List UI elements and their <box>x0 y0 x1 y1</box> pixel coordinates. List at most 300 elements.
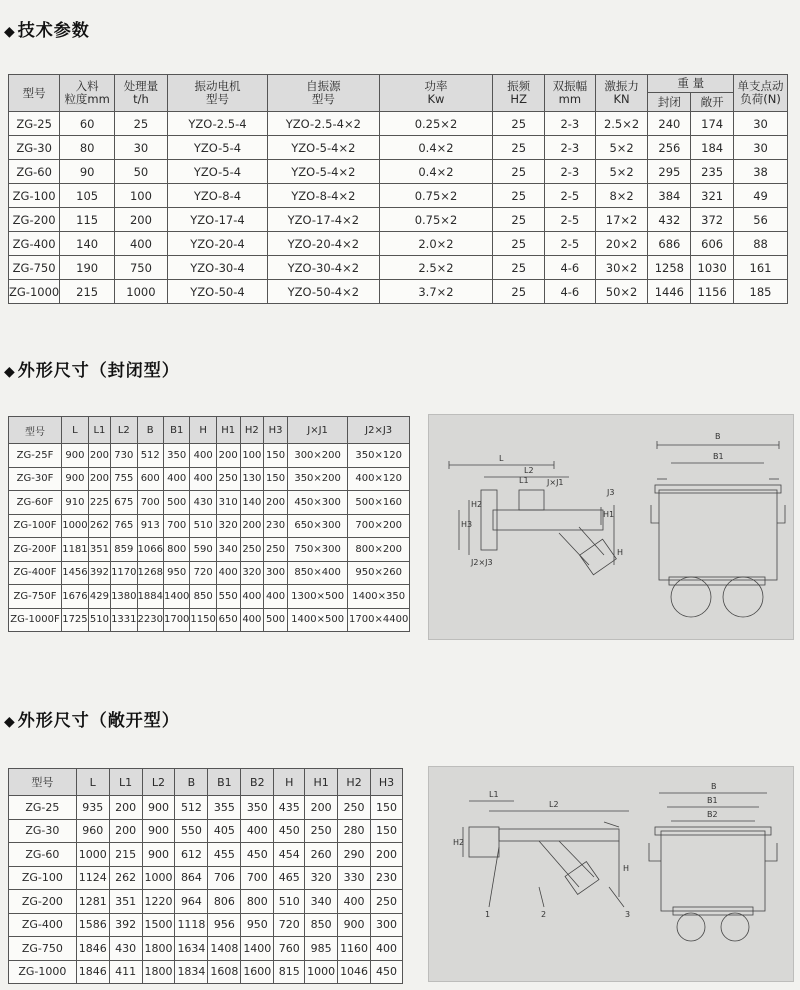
table-cell: 405 <box>208 819 241 843</box>
table-cell: 115 <box>60 208 115 232</box>
table-cell: 200 <box>115 208 168 232</box>
table-cell: 432 <box>648 208 691 232</box>
table-cell: 130 <box>240 467 264 491</box>
open-type-drawing <box>428 766 794 982</box>
table-cell: 950 <box>241 913 274 937</box>
model-cell: ZG-1000 <box>9 960 77 984</box>
table-cell: 300 <box>264 561 288 585</box>
column-header: J×J1 <box>287 417 348 444</box>
table-cell: 800 <box>241 890 274 914</box>
table-cell: 1634 <box>175 937 208 961</box>
dim-label-L2: L2 <box>549 800 559 809</box>
table-cell: 800 <box>163 538 189 562</box>
table-cell: 250 <box>305 819 338 843</box>
column-header: L <box>76 769 109 796</box>
table-cell: 806 <box>208 890 241 914</box>
table-cell: 1400 <box>241 937 274 961</box>
column-header: 型号 <box>9 769 77 796</box>
model-cell: ZG-400 <box>9 913 77 937</box>
table-cell: 262 <box>88 514 110 538</box>
table-cell: 184 <box>691 136 734 160</box>
table-cell: 174 <box>691 112 734 136</box>
table-cell: 2230 <box>137 608 163 632</box>
table-cell: 400 <box>371 937 403 961</box>
diamond-bullet-icon: ◆ <box>4 24 16 40</box>
table-cell: 2-3 <box>544 160 595 184</box>
table-cell: 392 <box>109 913 142 937</box>
dim-label-B1: B1 <box>713 452 724 461</box>
table-cell: YZO-5-4 <box>167 136 267 160</box>
table-cell: 355 <box>208 796 241 820</box>
column-header: L <box>62 417 89 444</box>
model-cell: ZG-200 <box>9 890 77 914</box>
table-cell: 350 <box>163 444 189 468</box>
table-cell: 0.75×2 <box>379 184 493 208</box>
table-cell: 2-5 <box>544 208 595 232</box>
model-cell: ZG-400 <box>9 232 60 256</box>
table-cell: 200 <box>240 514 264 538</box>
header-weight-closed: 封闭 <box>648 93 691 112</box>
table-cell: 700 <box>241 866 274 890</box>
tech-params-table <box>8 74 788 304</box>
table-cell: 1030 <box>691 256 734 280</box>
model-cell: ZG-200 <box>9 208 60 232</box>
table-cell: 400 <box>338 890 371 914</box>
table-row <box>9 538 410 562</box>
table-cell: 859 <box>111 538 137 562</box>
table-cell: 320 <box>305 866 338 890</box>
header-force: 激振力 KN <box>595 75 648 112</box>
table-cell: 150 <box>264 444 288 468</box>
table-cell: 320 <box>240 561 264 585</box>
table-cell: 8×2 <box>595 184 648 208</box>
table-cell: 550 <box>175 819 208 843</box>
model-cell: ZG-25F <box>9 444 62 468</box>
table-cell: 650×300 <box>287 514 348 538</box>
table-cell: 1000 <box>305 960 338 984</box>
dim-label-J3: J3 <box>607 488 615 497</box>
table-cell: 435 <box>274 796 305 820</box>
table-cell: 1800 <box>142 960 175 984</box>
table-cell: 351 <box>88 538 110 562</box>
table-cell: YZO-8-4 <box>167 184 267 208</box>
table-row <box>9 256 788 280</box>
table-cell: 1118 <box>175 913 208 937</box>
model-cell: ZG-1000 <box>9 280 60 304</box>
model-cell: ZG-750F <box>9 585 62 609</box>
table-row <box>9 160 788 184</box>
table-cell: 1586 <box>76 913 109 937</box>
diamond-bullet-icon: ◆ <box>4 364 16 380</box>
dim-label-JxJ1: J×J1 <box>547 478 564 487</box>
table-cell: 612 <box>175 843 208 867</box>
table-row <box>9 444 410 468</box>
table-cell: 2.5×2 <box>379 256 493 280</box>
table-cell: 225 <box>88 491 110 515</box>
table-cell: 400×120 <box>348 467 410 491</box>
table-cell: 240 <box>648 112 691 136</box>
header-frequency: 振频 HZ <box>493 75 545 112</box>
table-cell: 310 <box>216 491 240 515</box>
table-cell: 38 <box>734 160 788 184</box>
table-cell: 1300×500 <box>287 585 348 609</box>
dim-label-H2: H2 <box>471 500 483 509</box>
table-cell: 760 <box>274 937 305 961</box>
table-cell: 1380 <box>111 585 137 609</box>
table-cell: 700 <box>163 514 189 538</box>
column-header: H <box>274 769 305 796</box>
table-cell: 25 <box>493 112 545 136</box>
dim-label-H: H <box>617 548 624 557</box>
table-cell: 500 <box>163 491 189 515</box>
table-cell: 755 <box>111 467 137 491</box>
table-cell: YZO-20-4 <box>167 232 267 256</box>
table-cell: YZO-30-4×2 <box>268 256 379 280</box>
table-cell: 372 <box>691 208 734 232</box>
table-cell: YZO-5-4×2 <box>268 136 379 160</box>
table-cell: 510 <box>274 890 305 914</box>
table-cell: 1150 <box>190 608 216 632</box>
table-cell: 900 <box>62 467 89 491</box>
table-cell: 430 <box>190 491 216 515</box>
table-cell: 321 <box>691 184 734 208</box>
table-row <box>9 608 410 632</box>
table-cell: 105 <box>60 184 115 208</box>
table-cell: 20×2 <box>595 232 648 256</box>
table-cell: 1600 <box>241 960 274 984</box>
table-cell: 1700×4400 <box>348 608 410 632</box>
table-cell: 706 <box>208 866 241 890</box>
table-cell: 600 <box>137 467 163 491</box>
table-cell: 429 <box>88 585 110 609</box>
table-cell: 850 <box>190 585 216 609</box>
dim-label-H: H <box>623 864 630 873</box>
table-cell: 0.25×2 <box>379 112 493 136</box>
table-cell: 500×160 <box>348 491 410 515</box>
header-model: 型号 <box>9 75 60 112</box>
table-row <box>9 890 403 914</box>
column-header: L2 <box>142 769 175 796</box>
table-cell: 25 <box>493 256 545 280</box>
table-row <box>9 467 410 491</box>
table-cell: 262 <box>109 866 142 890</box>
table-cell: 2.0×2 <box>379 232 493 256</box>
table-cell: 50×2 <box>595 280 648 304</box>
table-cell: 400 <box>240 585 264 609</box>
table-cell: 450×300 <box>287 491 348 515</box>
table-cell: 1268 <box>137 561 163 585</box>
table-row <box>9 561 410 585</box>
table-cell: YZO-30-4 <box>167 256 267 280</box>
table-row <box>9 937 403 961</box>
table-cell: 250 <box>216 467 240 491</box>
header-capacity: 处理量 t/h <box>115 75 168 112</box>
table-cell: 2.5×2 <box>595 112 648 136</box>
table-cell: 100 <box>115 184 168 208</box>
open-type-svg <box>429 767 793 981</box>
header-feed-size: 入料 粒度mm <box>60 75 115 112</box>
table-cell: 454 <box>274 843 305 867</box>
table-cell: 510 <box>88 608 110 632</box>
table-cell: 1725 <box>62 608 89 632</box>
table-cell: 1000 <box>62 514 89 538</box>
column-header: H2 <box>240 417 264 444</box>
model-cell: ZG-25 <box>9 796 77 820</box>
table-cell: YZO-8-4×2 <box>268 184 379 208</box>
table-cell: 190 <box>60 256 115 280</box>
table-cell: 512 <box>175 796 208 820</box>
table-cell: 510 <box>190 514 216 538</box>
table-row <box>9 866 403 890</box>
table-cell: 1258 <box>648 256 691 280</box>
table-cell: 25 <box>493 232 545 256</box>
table-row <box>9 796 403 820</box>
table-cell: 1456 <box>62 561 89 585</box>
table-cell: 1846 <box>76 960 109 984</box>
table-cell: 550 <box>216 585 240 609</box>
table-cell: 900 <box>142 843 175 867</box>
table-cell: 250 <box>371 890 403 914</box>
table-cell: 4-6 <box>544 280 595 304</box>
table-cell: 25 <box>493 136 545 160</box>
model-cell: ZG-60F <box>9 491 62 515</box>
table-cell: 340 <box>305 890 338 914</box>
dim-label-J2xJ3: J2×J3 <box>471 558 493 567</box>
table-cell: 185 <box>734 280 788 304</box>
table-cell: 200 <box>88 444 110 468</box>
header-source: 自振源 型号 <box>268 75 379 112</box>
model-cell: ZG-30 <box>9 819 77 843</box>
table-cell: 935 <box>76 796 109 820</box>
table-cell: 150 <box>371 819 403 843</box>
open-dimensions-table <box>8 768 403 984</box>
table-cell: YZO-2.5-4 <box>167 112 267 136</box>
header-load: 单支点动 负荷(N) <box>734 75 788 112</box>
table-cell: YZO-50-4 <box>167 280 267 304</box>
part-label-1: 1 <box>485 910 491 919</box>
table-cell: 900 <box>338 913 371 937</box>
table-cell: 400 <box>190 444 216 468</box>
table-cell: 351 <box>109 890 142 914</box>
table-cell: 161 <box>734 256 788 280</box>
table-cell: 384 <box>648 184 691 208</box>
column-header: B <box>137 417 163 444</box>
table-cell: 964 <box>175 890 208 914</box>
table-row <box>9 585 410 609</box>
table-cell: 295 <box>648 160 691 184</box>
table-cell: 400 <box>115 232 168 256</box>
part-label-2: 2 <box>541 910 547 919</box>
closed-type-drawing <box>428 414 794 640</box>
table-row <box>9 960 403 984</box>
table-cell: 320 <box>216 514 240 538</box>
table-cell: 280 <box>338 819 371 843</box>
table-cell: 1884 <box>137 585 163 609</box>
table-cell: 400 <box>163 467 189 491</box>
model-cell: ZG-30F <box>9 467 62 491</box>
table-cell: 230 <box>264 514 288 538</box>
table-cell: 750×300 <box>287 538 348 562</box>
table-cell: 1181 <box>62 538 89 562</box>
model-cell: ZG-400F <box>9 561 62 585</box>
table-cell: 1700 <box>163 608 189 632</box>
table-cell: 340 <box>216 538 240 562</box>
table-cell: 720 <box>190 561 216 585</box>
open-section-title: ◆ 外形尺寸（敞开型） <box>4 711 180 731</box>
table-cell: 25 <box>115 112 168 136</box>
table-cell: 411 <box>109 960 142 984</box>
diamond-bullet-icon: ◆ <box>4 714 16 730</box>
table-cell: 250 <box>240 538 264 562</box>
table-cell: 330 <box>338 866 371 890</box>
column-header: H1 <box>216 417 240 444</box>
table-cell: 1834 <box>175 960 208 984</box>
model-cell: ZG-60 <box>9 160 60 184</box>
table-cell: 90 <box>60 160 115 184</box>
table-cell: 1608 <box>208 960 241 984</box>
table-cell: YZO-20-4×2 <box>268 232 379 256</box>
table-cell: 400 <box>190 467 216 491</box>
table-cell: 650 <box>216 608 240 632</box>
table-cell: 913 <box>137 514 163 538</box>
table-cell: 950×260 <box>348 561 410 585</box>
table-cell: 1000 <box>76 843 109 867</box>
header-weight-open: 敞开 <box>691 93 734 112</box>
table-cell: 200 <box>216 444 240 468</box>
table-cell: 200 <box>109 796 142 820</box>
table-cell: 450 <box>274 819 305 843</box>
table-cell: 290 <box>338 843 371 867</box>
table-cell: 25 <box>493 280 545 304</box>
table-cell: YZO-5-4 <box>167 160 267 184</box>
header-weight: 重 量 <box>648 75 734 93</box>
table-cell: 1800 <box>142 937 175 961</box>
dim-label-B1: B1 <box>707 796 718 805</box>
table-row <box>9 112 788 136</box>
table-cell: 30 <box>734 136 788 160</box>
column-header: B1 <box>208 769 241 796</box>
table-cell: 2-5 <box>544 232 595 256</box>
column-header: H2 <box>338 769 371 796</box>
dim-label-H3: H3 <box>461 520 473 529</box>
table-cell: 200 <box>371 843 403 867</box>
table-cell: 392 <box>88 561 110 585</box>
table-cell: 850×400 <box>287 561 348 585</box>
column-header: J2×J3 <box>348 417 410 444</box>
closed-dimensions-table <box>8 416 410 632</box>
table-cell: 430 <box>109 937 142 961</box>
table-cell: 606 <box>691 232 734 256</box>
table-cell: 900 <box>62 444 89 468</box>
table-cell: 350×120 <box>348 444 410 468</box>
column-header: B2 <box>241 769 274 796</box>
table-cell: 1000 <box>115 280 168 304</box>
table-cell: 0.75×2 <box>379 208 493 232</box>
model-cell: ZG-100 <box>9 866 77 890</box>
table-cell: 25 <box>493 160 545 184</box>
table-row <box>9 208 788 232</box>
table-row <box>9 819 403 843</box>
table-cell: 2-5 <box>544 184 595 208</box>
table-row <box>9 843 403 867</box>
table-cell: 150 <box>264 467 288 491</box>
table-cell: 260 <box>305 843 338 867</box>
header-power: 功率 Kw <box>379 75 493 112</box>
table-cell: 300 <box>371 913 403 937</box>
table-cell: 1446 <box>648 280 691 304</box>
table-cell: 590 <box>190 538 216 562</box>
table-cell: 700 <box>137 491 163 515</box>
table-cell: 900 <box>142 796 175 820</box>
table-cell: 256 <box>648 136 691 160</box>
model-cell: ZG-25 <box>9 112 60 136</box>
table-cell: 250 <box>264 538 288 562</box>
table-cell: 88 <box>734 232 788 256</box>
table-cell: 1000 <box>142 866 175 890</box>
header-amplitude: 双振幅 mm <box>544 75 595 112</box>
column-header: H <box>190 417 216 444</box>
table-cell: 200 <box>264 491 288 515</box>
table-cell: 100 <box>240 444 264 468</box>
table-cell: 400 <box>241 819 274 843</box>
table-row <box>9 514 410 538</box>
table-cell: 1500 <box>142 913 175 937</box>
column-header: H3 <box>264 417 288 444</box>
table-cell: 450 <box>241 843 274 867</box>
table-cell: 1156 <box>691 280 734 304</box>
model-cell: ZG-750 <box>9 937 77 961</box>
dim-label-L2: L2 <box>524 466 534 475</box>
table-cell: 230 <box>371 866 403 890</box>
table-cell: 1400×500 <box>287 608 348 632</box>
table-cell: 950 <box>163 561 189 585</box>
table-cell: 235 <box>691 160 734 184</box>
model-cell: ZG-60 <box>9 843 77 867</box>
table-cell: 140 <box>60 232 115 256</box>
table-cell: 400 <box>264 585 288 609</box>
table-cell: 675 <box>111 491 137 515</box>
table-cell: 1400×350 <box>348 585 410 609</box>
table-cell: 25 <box>493 208 545 232</box>
table-cell: 686 <box>648 232 691 256</box>
model-cell: ZG-100 <box>9 184 60 208</box>
tech-section-title: ◆ 技术参数 <box>4 21 90 41</box>
table-cell: 1846 <box>76 937 109 961</box>
table-cell: 0.4×2 <box>379 160 493 184</box>
model-cell: ZG-30 <box>9 136 60 160</box>
table-cell: 985 <box>305 937 338 961</box>
table-cell: 1220 <box>142 890 175 914</box>
table-cell: 956 <box>208 913 241 937</box>
table-cell: 30×2 <box>595 256 648 280</box>
table-row <box>9 280 788 304</box>
table-cell: 864 <box>175 866 208 890</box>
table-cell: 720 <box>274 913 305 937</box>
table-cell: 400 <box>216 561 240 585</box>
table-cell: 815 <box>274 960 305 984</box>
table-cell: 50 <box>115 160 168 184</box>
table-cell: 350×200 <box>287 467 348 491</box>
table-cell: 215 <box>109 843 142 867</box>
table-cell: 465 <box>274 866 305 890</box>
table-cell: 1046 <box>338 960 371 984</box>
table-cell: 25 <box>493 184 545 208</box>
table-row <box>9 136 788 160</box>
dim-label-L1: L1 <box>489 790 499 799</box>
table-cell: 960 <box>76 819 109 843</box>
table-cell: 60 <box>60 112 115 136</box>
table-cell: 1160 <box>338 937 371 961</box>
